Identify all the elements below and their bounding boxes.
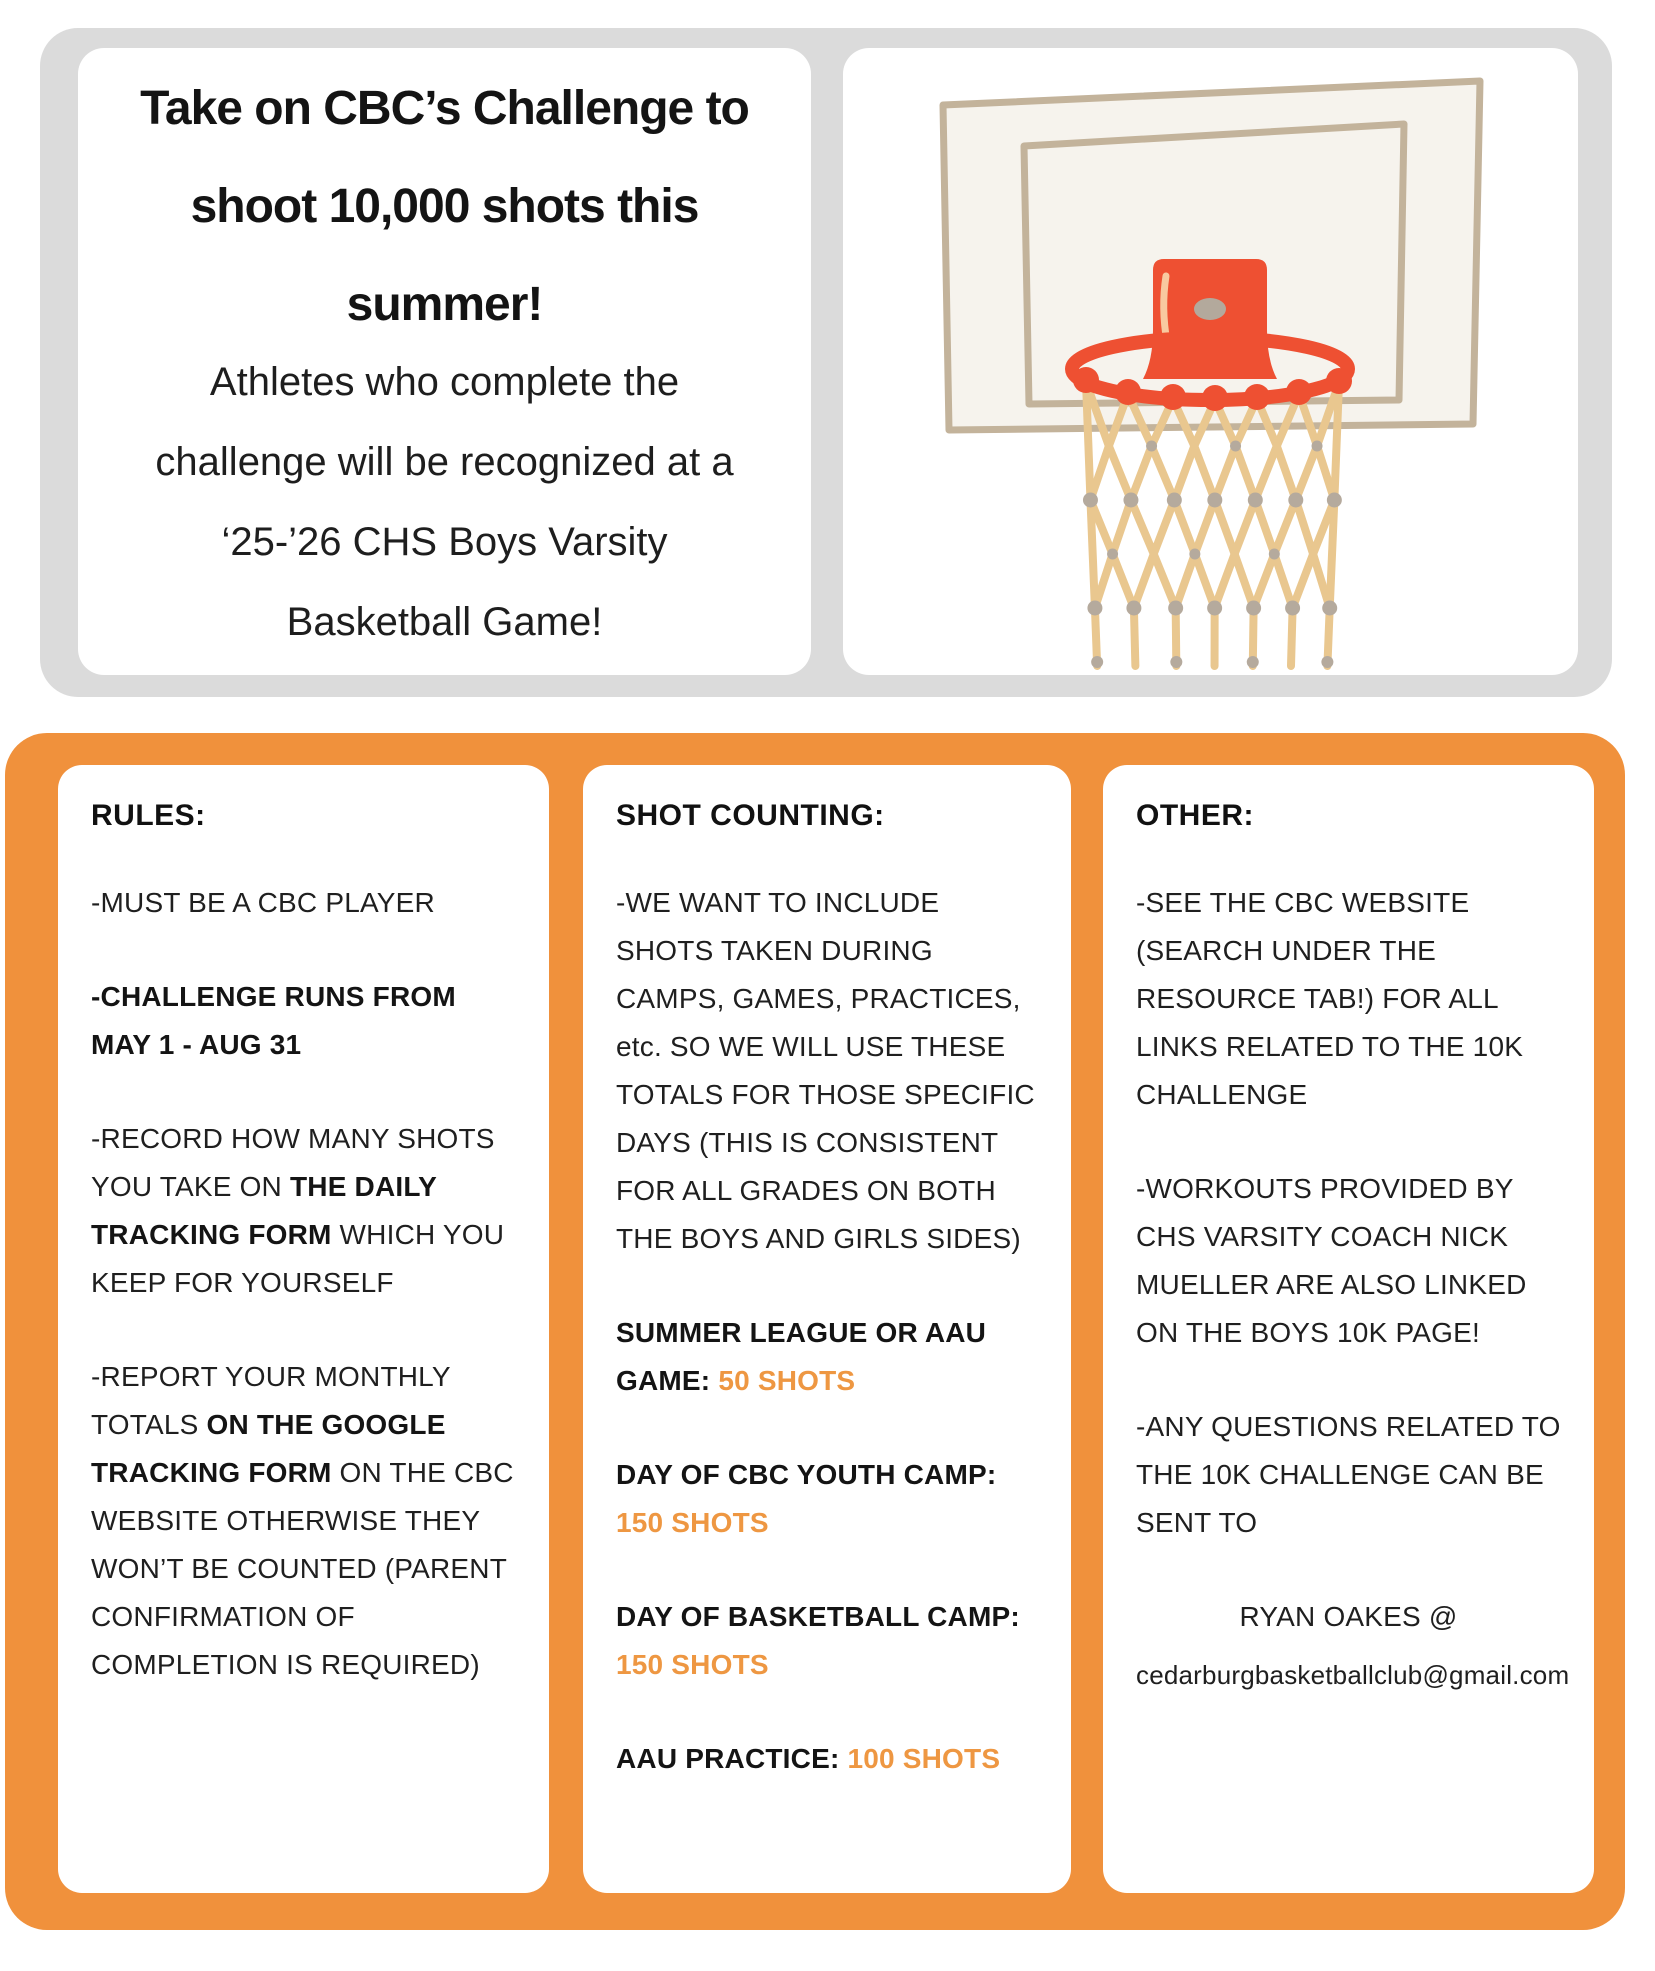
bracket-bolt	[1194, 298, 1226, 320]
paragraph	[1136, 1165, 1561, 1357]
text-segment: -SEE THE CBC WEBSITE (SEARCH UNDER THE RESOURCE TAB!) FOR ALL LINKS RELATED TO THE 10K CHALLENGE	[1136, 887, 1524, 1110]
rim-bracket	[1143, 259, 1277, 379]
hero-subtitle-line: Basketball Game!	[286, 600, 603, 644]
text-segment: THE DAILY TRACKING FORM	[91, 1171, 437, 1250]
paragraph	[91, 973, 516, 1069]
text-segment: DAY OF BASKETBALL CAMP:	[616, 1601, 1020, 1632]
text-segment: -MUST BE A CBC PLAYER	[91, 887, 435, 918]
paragraph	[616, 1451, 1038, 1547]
column-heading: RULES:	[91, 799, 206, 832]
text-segment: -WE WANT TO INCLUDE SHOTS TAKEN DURING CAMPS, GAMES, PRACTICES, etc. SO WE WILL USE THESE TOTALS FOR THOSE SPECIFIC DAYS (THIS IS CONSISTENT FOR ALL GRADES ON BOTH THE BOYS AND GIRLS SIDES)	[616, 887, 1035, 1254]
paragraph	[616, 879, 1038, 1263]
text-segment: -CHALLENGE RUNS FROM MAY 1 - AUG 31	[91, 981, 456, 1060]
text-segment: -RECORD HOW MANY SHOTS YOU TAKE ON	[91, 1123, 495, 1202]
text-segment: -ANY QUESTIONS RELATED TO THE 10K CHALLENGE CAN BE SENT TO	[1136, 1411, 1561, 1538]
text-segment: ON THE CBC WEBSITE OTHERWISE THEY WON’T BE COUNTED (PARENT CONFIRMATION OF COMPLETION IS REQUIRED)	[91, 1457, 514, 1680]
column-heading: SHOT COUNTING:	[616, 799, 885, 832]
hero-title-card	[78, 48, 811, 675]
paragraph	[1136, 1403, 1561, 1547]
text-segment: SUMMER LEAGUE OR AAU GAME:	[616, 1317, 987, 1396]
paragraph	[1136, 1593, 1561, 1641]
hero-subtitle	[98, 342, 791, 662]
column-card-rules	[58, 765, 549, 1893]
hero-subtitle-line: Athletes who complete the	[209, 360, 680, 404]
bottom-panel	[5, 733, 1625, 1930]
text-segment: -REPORT YOUR MONTHLY TOTALS	[91, 1361, 451, 1440]
paragraph	[91, 1353, 516, 1689]
paragraph	[1136, 879, 1561, 1119]
text-segment: 150 SHOTS	[616, 1649, 769, 1680]
text-segment: 100 SHOTS	[847, 1743, 1001, 1774]
text-segment: RYAN OAKES @	[1239, 1601, 1458, 1632]
column-card-other	[1103, 765, 1594, 1893]
text-segment: DAY OF CBC YOUTH CAMP:	[616, 1459, 997, 1490]
paragraph	[616, 1309, 1038, 1405]
paragraph	[616, 1735, 1038, 1783]
hero-title	[98, 60, 791, 354]
text-segment: 50 SHOTS	[718, 1365, 856, 1396]
basketball-hoop-illustration	[843, 48, 1578, 675]
text-segment: cedarburgbasketballclub@gmail.com	[1136, 1660, 1570, 1690]
text-segment: AAU PRACTICE:	[616, 1743, 848, 1774]
hero-title-line: Take on CBC’s Challenge to	[140, 82, 749, 135]
hero-panel	[40, 28, 1612, 697]
text-segment: ON THE GOOGLE TRACKING FORM	[91, 1409, 446, 1488]
text-segment: 150 SHOTS	[616, 1507, 769, 1538]
column-heading: OTHER:	[1136, 799, 1254, 832]
paragraph	[91, 1115, 516, 1307]
hero-title-line: shoot 10,000 shots this	[190, 180, 699, 233]
text-segment: -WORKOUTS PROVIDED BY CHS VARSITY COACH NICK MUELLER ARE ALSO LINKED ON THE BOYS 10K PAGE!	[1136, 1173, 1527, 1348]
paragraph	[91, 879, 516, 927]
hero-art-card	[843, 48, 1578, 675]
hero-title-line: summer!	[346, 278, 543, 331]
hero-subtitle-line: challenge will be recognized at a	[155, 440, 734, 484]
column-card-shot-counting	[583, 765, 1071, 1893]
paragraph	[1136, 1655, 1570, 1695]
hero-subtitle-line: ‘25-’26 CHS Boys Varsity	[221, 520, 668, 564]
paragraph	[616, 1593, 1038, 1689]
text-segment: WHICH YOU KEEP FOR YOURSELF	[91, 1219, 505, 1298]
